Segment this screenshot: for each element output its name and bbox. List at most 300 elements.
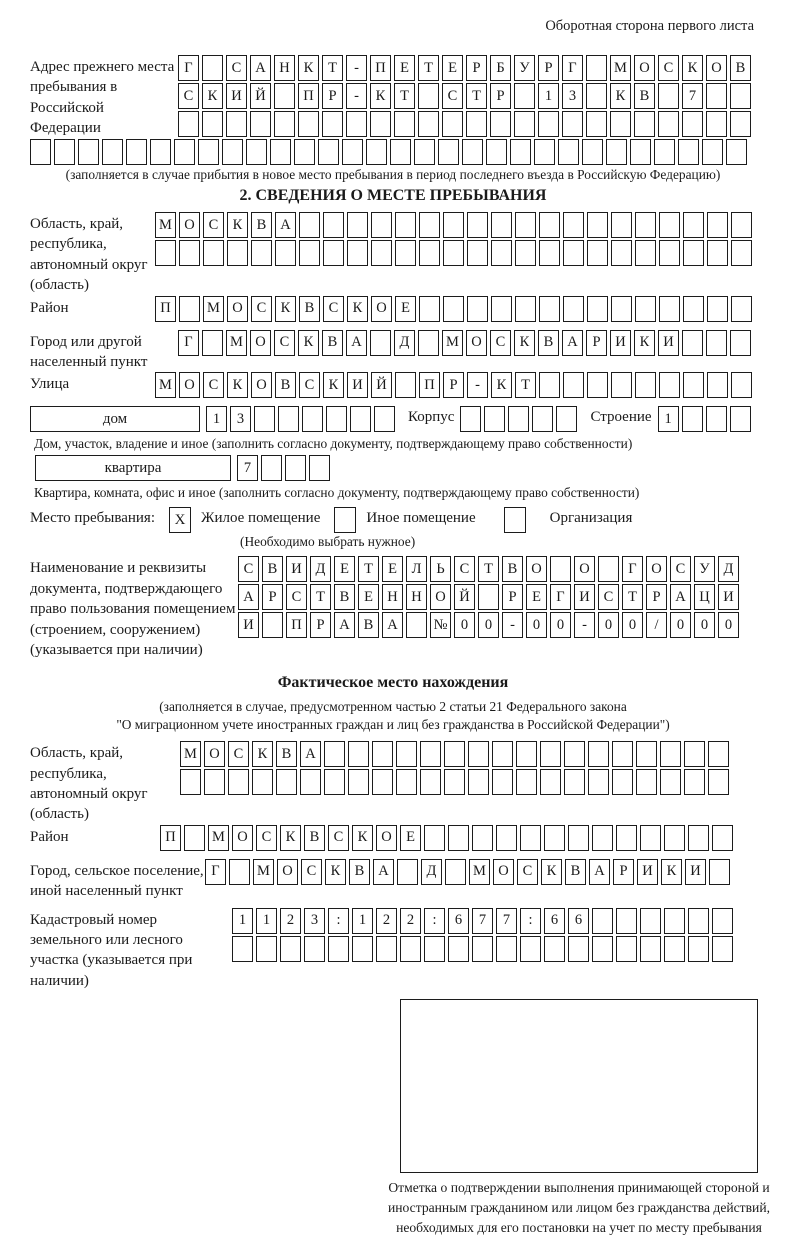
char-box[interactable] [539, 212, 560, 238]
char-box[interactable]: П [298, 83, 319, 109]
char-box[interactable] [664, 936, 685, 962]
char-box[interactable] [348, 769, 369, 795]
char-box[interactable] [659, 212, 680, 238]
char-box[interactable] [514, 83, 535, 109]
char-box[interactable]: С [251, 296, 272, 322]
char-box[interactable]: К [370, 83, 391, 109]
char-box[interactable] [587, 296, 608, 322]
char-box[interactable]: Е [334, 556, 355, 582]
char-box[interactable]: В [334, 584, 355, 610]
char-box[interactable] [534, 139, 555, 165]
char-box[interactable] [635, 296, 656, 322]
char-box[interactable]: С [442, 83, 463, 109]
char-box[interactable]: А [589, 859, 610, 885]
char-box[interactable] [376, 936, 397, 962]
char-box[interactable] [397, 859, 418, 885]
char-box[interactable]: Г [622, 556, 643, 582]
char-box[interactable] [395, 372, 416, 398]
char-box[interactable]: Й [454, 584, 475, 610]
char-box[interactable]: 1 [206, 406, 227, 432]
char-box[interactable] [374, 406, 395, 432]
char-box[interactable] [636, 769, 657, 795]
char-box[interactable]: К [610, 83, 631, 109]
char-box[interactable]: : [424, 908, 445, 934]
char-box[interactable]: Р [586, 330, 607, 356]
char-box[interactable] [586, 55, 607, 81]
char-box[interactable]: О [493, 859, 514, 885]
char-box[interactable]: И [238, 612, 259, 638]
char-box[interactable]: О [250, 330, 271, 356]
char-box[interactable] [352, 936, 373, 962]
char-box[interactable] [682, 406, 703, 432]
char-box[interactable]: М [253, 859, 274, 885]
char-box[interactable] [636, 741, 657, 767]
char-box[interactable]: И [574, 584, 595, 610]
char-box[interactable] [276, 769, 297, 795]
char-box[interactable] [448, 825, 469, 851]
char-box[interactable] [222, 139, 243, 165]
char-box[interactable] [514, 111, 535, 137]
char-box[interactable] [611, 296, 632, 322]
char-box[interactable] [202, 111, 223, 137]
char-box[interactable] [708, 769, 729, 795]
char-box[interactable] [516, 741, 537, 767]
char-box[interactable]: К [298, 55, 319, 81]
char-box[interactable]: К [275, 296, 296, 322]
char-box[interactable]: М [208, 825, 229, 851]
char-box[interactable]: М [155, 372, 176, 398]
char-box[interactable] [586, 83, 607, 109]
char-box[interactable] [251, 240, 272, 266]
char-box[interactable] [731, 372, 752, 398]
char-box[interactable]: У [514, 55, 535, 81]
dom-box[interactable]: дом [30, 406, 200, 432]
char-box[interactable] [707, 372, 728, 398]
char-box[interactable]: Н [382, 584, 403, 610]
char-box[interactable] [466, 111, 487, 137]
char-box[interactable] [478, 584, 499, 610]
char-box[interactable] [660, 769, 681, 795]
char-box[interactable]: О [430, 584, 451, 610]
char-box[interactable]: Е [358, 584, 379, 610]
checkbox-inoe[interactable] [334, 507, 356, 533]
char-box[interactable] [204, 769, 225, 795]
char-box[interactable] [592, 825, 613, 851]
char-box[interactable]: К [634, 330, 655, 356]
char-box[interactable] [443, 240, 464, 266]
char-box[interactable]: В [502, 556, 523, 582]
char-box[interactable]: О [526, 556, 547, 582]
char-box[interactable] [445, 859, 466, 885]
char-box[interactable] [612, 769, 633, 795]
char-box[interactable]: Г [550, 584, 571, 610]
char-box[interactable] [682, 111, 703, 137]
char-box[interactable] [496, 936, 517, 962]
char-box[interactable]: О [646, 556, 667, 582]
char-box[interactable] [592, 936, 613, 962]
char-box[interactable]: - [574, 612, 595, 638]
char-box[interactable] [347, 212, 368, 238]
char-box[interactable] [587, 240, 608, 266]
char-box[interactable]: 7 [682, 83, 703, 109]
char-box[interactable] [659, 240, 680, 266]
char-box[interactable] [568, 936, 589, 962]
char-box[interactable]: С [299, 372, 320, 398]
char-box[interactable] [299, 212, 320, 238]
char-box[interactable] [323, 240, 344, 266]
char-box[interactable] [326, 406, 347, 432]
char-box[interactable] [180, 769, 201, 795]
char-box[interactable]: А [670, 584, 691, 610]
char-box[interactable] [396, 741, 417, 767]
char-box[interactable]: В [538, 330, 559, 356]
char-box[interactable] [228, 769, 249, 795]
char-box[interactable] [467, 212, 488, 238]
char-box[interactable]: 1 [658, 406, 679, 432]
char-box[interactable] [520, 825, 541, 851]
char-box[interactable] [588, 741, 609, 767]
char-box[interactable] [539, 372, 560, 398]
char-box[interactable] [490, 111, 511, 137]
char-box[interactable] [610, 111, 631, 137]
char-box[interactable]: К [541, 859, 562, 885]
char-box[interactable] [611, 240, 632, 266]
char-box[interactable] [707, 212, 728, 238]
char-box[interactable]: О [466, 330, 487, 356]
char-box[interactable]: К [202, 83, 223, 109]
char-box[interactable] [640, 825, 661, 851]
char-box[interactable] [179, 296, 200, 322]
char-box[interactable] [444, 741, 465, 767]
checkbox-organizatsiya[interactable] [504, 507, 526, 533]
char-box[interactable]: П [286, 612, 307, 638]
char-box[interactable] [414, 139, 435, 165]
char-box[interactable]: С [178, 83, 199, 109]
char-box[interactable] [563, 296, 584, 322]
char-box[interactable] [635, 372, 656, 398]
char-box[interactable] [278, 406, 299, 432]
char-box[interactable] [640, 908, 661, 934]
char-box[interactable] [532, 406, 553, 432]
checkbox-zhiloe[interactable]: X [169, 507, 191, 533]
char-box[interactable]: 3 [230, 406, 251, 432]
char-box[interactable] [324, 741, 345, 767]
char-box[interactable]: О [227, 296, 248, 322]
char-box[interactable] [707, 240, 728, 266]
char-box[interactable] [688, 825, 709, 851]
char-box[interactable]: Б [490, 55, 511, 81]
char-box[interactable] [515, 212, 536, 238]
char-box[interactable]: Е [442, 55, 463, 81]
char-box[interactable]: П [370, 55, 391, 81]
char-box[interactable] [558, 139, 579, 165]
char-box[interactable]: С [274, 330, 295, 356]
char-box[interactable] [203, 240, 224, 266]
char-box[interactable]: Е [395, 296, 416, 322]
char-box[interactable]: С [226, 55, 247, 81]
char-box[interactable]: М [610, 55, 631, 81]
char-box[interactable] [587, 212, 608, 238]
char-box[interactable] [370, 330, 391, 356]
char-box[interactable]: Н [406, 584, 427, 610]
char-box[interactable]: К [227, 372, 248, 398]
char-box[interactable] [688, 908, 709, 934]
char-box[interactable]: О [634, 55, 655, 81]
char-box[interactable]: Г [562, 55, 583, 81]
char-box[interactable] [406, 612, 427, 638]
char-box[interactable] [54, 139, 75, 165]
char-box[interactable]: Т [478, 556, 499, 582]
char-box[interactable] [30, 139, 51, 165]
char-box[interactable] [556, 406, 577, 432]
char-box[interactable] [630, 139, 651, 165]
char-box[interactable] [424, 936, 445, 962]
char-box[interactable]: О [706, 55, 727, 81]
char-box[interactable]: № [430, 612, 451, 638]
char-box[interactable] [155, 240, 176, 266]
char-box[interactable] [562, 111, 583, 137]
char-box[interactable]: 3 [304, 908, 325, 934]
char-box[interactable] [708, 741, 729, 767]
char-box[interactable] [448, 936, 469, 962]
char-box[interactable]: Р [466, 55, 487, 81]
char-box[interactable] [348, 741, 369, 767]
char-box[interactable] [275, 240, 296, 266]
char-box[interactable] [178, 111, 199, 137]
char-box[interactable] [730, 330, 751, 356]
char-box[interactable] [684, 741, 705, 767]
char-box[interactable] [302, 406, 323, 432]
char-box[interactable] [726, 139, 747, 165]
char-box[interactable]: : [328, 908, 349, 934]
char-box[interactable]: С [301, 859, 322, 885]
char-box[interactable] [174, 139, 195, 165]
char-box[interactable] [366, 139, 387, 165]
char-box[interactable] [544, 825, 565, 851]
char-box[interactable]: 0 [454, 612, 475, 638]
char-box[interactable]: Т [394, 83, 415, 109]
char-box[interactable] [664, 908, 685, 934]
char-box[interactable]: - [467, 372, 488, 398]
char-box[interactable]: С [670, 556, 691, 582]
char-box[interactable] [731, 212, 752, 238]
char-box[interactable]: Д [394, 330, 415, 356]
char-box[interactable]: Г [178, 330, 199, 356]
char-box[interactable] [394, 111, 415, 137]
char-box[interactable]: А [250, 55, 271, 81]
char-box[interactable] [564, 769, 585, 795]
char-box[interactable]: М [155, 212, 176, 238]
char-box[interactable] [418, 111, 439, 137]
char-box[interactable]: Р [262, 584, 283, 610]
char-box[interactable] [563, 212, 584, 238]
char-box[interactable]: К [347, 296, 368, 322]
char-box[interactable] [598, 556, 619, 582]
char-box[interactable]: С [323, 296, 344, 322]
char-box[interactable] [202, 330, 223, 356]
char-box[interactable] [706, 111, 727, 137]
char-box[interactable] [472, 936, 493, 962]
char-box[interactable]: Д [421, 859, 442, 885]
char-box[interactable] [659, 296, 680, 322]
char-box[interactable] [683, 212, 704, 238]
char-box[interactable] [539, 240, 560, 266]
char-box[interactable]: Р [310, 612, 331, 638]
char-box[interactable]: О [232, 825, 253, 851]
char-box[interactable] [443, 296, 464, 322]
char-box[interactable]: 2 [400, 908, 421, 934]
char-box[interactable] [606, 139, 627, 165]
char-box[interactable] [484, 406, 505, 432]
char-box[interactable] [395, 212, 416, 238]
char-box[interactable]: Е [526, 584, 547, 610]
char-box[interactable] [563, 372, 584, 398]
char-box[interactable] [616, 908, 637, 934]
char-box[interactable] [419, 296, 440, 322]
char-box[interactable] [683, 296, 704, 322]
char-box[interactable]: В [262, 556, 283, 582]
char-box[interactable]: Р [502, 584, 523, 610]
char-box[interactable] [246, 139, 267, 165]
char-box[interactable] [371, 212, 392, 238]
char-box[interactable]: К [682, 55, 703, 81]
char-box[interactable]: В [304, 825, 325, 851]
char-box[interactable] [682, 330, 703, 356]
char-box[interactable] [492, 769, 513, 795]
char-box[interactable]: 7 [472, 908, 493, 934]
char-box[interactable] [592, 908, 613, 934]
char-box[interactable] [280, 936, 301, 962]
char-box[interactable] [232, 936, 253, 962]
char-box[interactable]: Р [646, 584, 667, 610]
char-box[interactable]: С [490, 330, 511, 356]
char-box[interactable] [564, 741, 585, 767]
char-box[interactable] [539, 296, 560, 322]
char-box[interactable] [322, 111, 343, 137]
char-box[interactable]: А [238, 584, 259, 610]
char-box[interactable]: 1 [256, 908, 277, 934]
char-box[interactable] [544, 936, 565, 962]
char-box[interactable]: И [658, 330, 679, 356]
char-box[interactable]: С [228, 741, 249, 767]
char-box[interactable] [226, 111, 247, 137]
char-box[interactable]: И [610, 330, 631, 356]
char-box[interactable]: 1 [232, 908, 253, 934]
char-box[interactable]: Н [274, 55, 295, 81]
char-box[interactable]: М [469, 859, 490, 885]
char-box[interactable] [486, 139, 507, 165]
char-box[interactable]: С [517, 859, 538, 885]
char-box[interactable]: А [562, 330, 583, 356]
char-box[interactable]: / [646, 612, 667, 638]
char-box[interactable] [586, 111, 607, 137]
char-box[interactable] [684, 769, 705, 795]
char-box[interactable] [102, 139, 123, 165]
char-box[interactable]: Т [515, 372, 536, 398]
char-box[interactable] [323, 212, 344, 238]
char-box[interactable] [582, 139, 603, 165]
char-box[interactable]: У [694, 556, 715, 582]
char-box[interactable]: - [346, 55, 367, 81]
char-box[interactable]: С [256, 825, 277, 851]
char-box[interactable]: Й [371, 372, 392, 398]
char-box[interactable] [342, 139, 363, 165]
char-box[interactable]: 0 [598, 612, 619, 638]
char-box[interactable]: Т [322, 55, 343, 81]
char-box[interactable]: 1 [352, 908, 373, 934]
char-box[interactable]: О [376, 825, 397, 851]
char-box[interactable]: Р [613, 859, 634, 885]
char-box[interactable] [396, 769, 417, 795]
char-box[interactable] [731, 240, 752, 266]
char-box[interactable] [318, 139, 339, 165]
char-box[interactable] [730, 406, 751, 432]
char-box[interactable]: 1 [538, 83, 559, 109]
char-box[interactable] [438, 139, 459, 165]
kvartira-box[interactable]: квартира [35, 455, 231, 481]
char-box[interactable] [460, 406, 481, 432]
char-box[interactable]: Г [205, 859, 226, 885]
char-box[interactable] [328, 936, 349, 962]
char-box[interactable] [496, 825, 517, 851]
char-box[interactable] [309, 455, 330, 481]
char-box[interactable]: 7 [496, 908, 517, 934]
char-box[interactable] [472, 825, 493, 851]
char-box[interactable]: 6 [544, 908, 565, 934]
char-box[interactable]: 0 [622, 612, 643, 638]
char-box[interactable]: : [520, 908, 541, 934]
char-box[interactable]: В [634, 83, 655, 109]
char-box[interactable] [347, 240, 368, 266]
char-box[interactable] [660, 741, 681, 767]
char-box[interactable] [706, 406, 727, 432]
char-box[interactable]: Г [178, 55, 199, 81]
char-box[interactable] [418, 83, 439, 109]
char-box[interactable]: А [373, 859, 394, 885]
char-box[interactable] [298, 111, 319, 137]
char-box[interactable] [730, 83, 751, 109]
char-box[interactable]: Т [310, 584, 331, 610]
char-box[interactable] [299, 240, 320, 266]
char-box[interactable] [372, 769, 393, 795]
char-box[interactable]: И [718, 584, 739, 610]
char-box[interactable]: Л [406, 556, 427, 582]
char-box[interactable]: В [358, 612, 379, 638]
char-box[interactable] [78, 139, 99, 165]
char-box[interactable] [390, 139, 411, 165]
char-box[interactable] [730, 111, 751, 137]
char-box[interactable]: Ь [430, 556, 451, 582]
char-box[interactable] [538, 111, 559, 137]
char-box[interactable] [731, 296, 752, 322]
char-box[interactable]: М [203, 296, 224, 322]
char-box[interactable] [468, 741, 489, 767]
char-box[interactable]: О [251, 372, 272, 398]
char-box[interactable]: Е [394, 55, 415, 81]
char-box[interactable] [515, 296, 536, 322]
char-box[interactable] [372, 741, 393, 767]
char-box[interactable] [419, 212, 440, 238]
char-box[interactable] [304, 936, 325, 962]
char-box[interactable] [400, 936, 421, 962]
char-box[interactable] [712, 908, 733, 934]
char-box[interactable] [395, 240, 416, 266]
char-box[interactable]: С [328, 825, 349, 851]
char-box[interactable] [702, 139, 723, 165]
char-box[interactable]: К [514, 330, 535, 356]
char-box[interactable] [324, 769, 345, 795]
char-box[interactable]: С [203, 212, 224, 238]
